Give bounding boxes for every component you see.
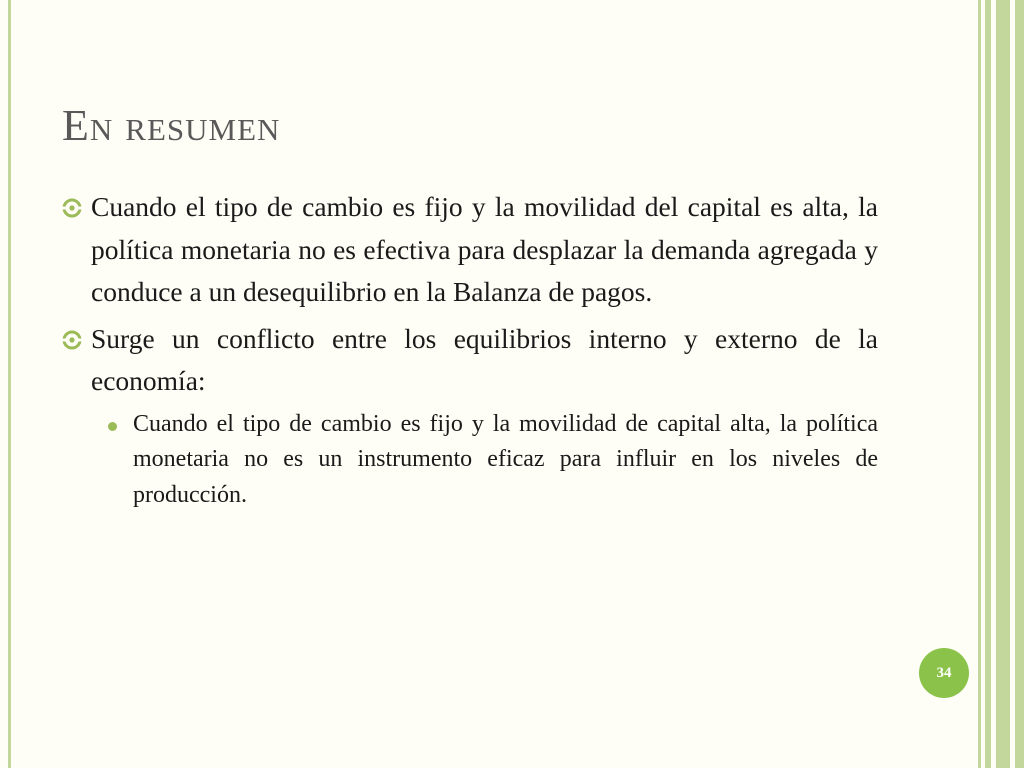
bullet-text: Surge un conflicto entre los equilibrios interno y externo de la economía: bbox=[91, 322, 878, 396]
green-dot-bullet-icon bbox=[108, 422, 117, 431]
right-border-line bbox=[996, 0, 1010, 768]
right-border-line bbox=[1015, 0, 1024, 768]
bullet-text: Cuando el tipo de cambio es fijo y la movilidad del capital es alta, la política monetaria no es efectiva para desplazar la demanda agregada y conduce a un desequilibrio en la Balanza de pagos. bbox=[91, 191, 878, 307]
green-swirl-bullet-icon bbox=[62, 330, 82, 350]
green-swirl-bullet-icon bbox=[62, 198, 82, 218]
slide-title: En resumen bbox=[62, 101, 281, 150]
right-border-line bbox=[978, 0, 981, 768]
right-border-line bbox=[985, 0, 991, 768]
sub-bullet-text: Cuando el tipo de cambio es fijo y la movilidad de capital alta, la política monetaria no es un instrumento eficaz para influir en los niveles de producción. bbox=[133, 410, 878, 508]
sub-bullet-item bbox=[62, 407, 878, 514]
page-number-badge: 34 bbox=[919, 648, 969, 698]
left-border-line bbox=[8, 0, 11, 768]
slide-content bbox=[62, 186, 878, 513]
bullet-item bbox=[62, 318, 878, 403]
bullet-item bbox=[62, 186, 878, 314]
